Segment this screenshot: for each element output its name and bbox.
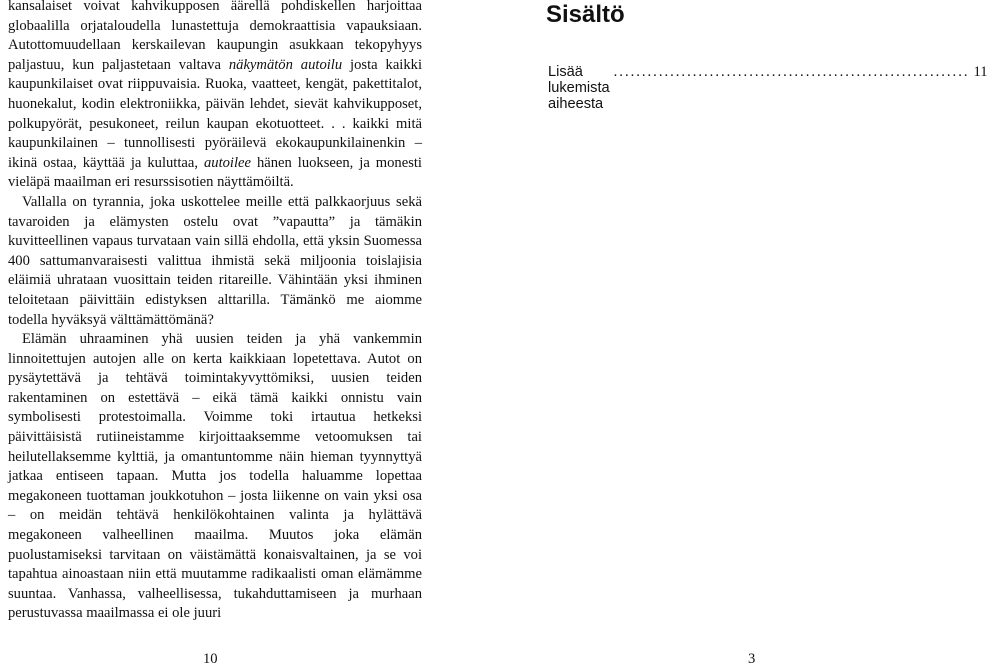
toc-title: Sisältö: [546, 1, 625, 28]
paragraph-3: [8, 330, 422, 624]
text-segment: Elämän uhraaminen yhä uusien teiden ja yhä vankemmin linnoitettujen autojen alle on kerta kaikkiaan lopetettava. Autot on pysäytettävä ja tehtävä toimintakyvyttömiksi, uusien teiden rakentaminen on estettävä – eikä tämä kaikki onnistu vain symbolisesti protestoimalla. Voimme toki irtautua hetkeksi päivittäisistä rutiineistamme kirjoittaaksemme vetoomuksen tai heilutellaksemme kylttiä, ja omantuntomme näin hieman tyynnyttyä jatkaa entiseen tapaan. Mutta jos todella haluamme lopettaa megakoneen tuottaman joukkotuhon – josta liikenne on vain yksi osa – on meidän tehtävä henkilökohtainen valinta ja hylättävä megakoneen valheellinen maailma. Muutos joka elämän puolustamiseksi tarvitaan on väistämättä konaisvaltainen, ja se voi tapahtua ainoastaan niin että muutamme radikaalisti oman elämämme suuntaa. Vanhassa, valheellisessa, tukahduttamiseen ja murhaan perustuvassa maailmassa ei ole juuri: [8, 331, 422, 622]
left-page-number: 10: [203, 651, 218, 667]
text-segment: Vallalla on tyrannia, joka uskottelee meille että palkkaorjuus sekä tavaroiden ja elämysten ostelu ovat ”vapautta” ja tämäkin kuvitteellinen vapaus turvataan vain sillä ehdolla, että yksin Suomessa 400 sattumanvaraisesti valittua ihmistä sekä miljoonia toislajisia eläimiä uhrataan vuosittain teiden ritareille. Vähintään yksi ihminen teloitetaan päivittäin edistyksen alttarilla. Tämänkö me aiomme todella hyväksyä välttämättömänä?: [8, 193, 422, 328]
paragraph-2: [8, 193, 422, 330]
text-segment-italic: näkymätön autoilu: [228, 56, 343, 73]
paragraph-1: [8, 0, 422, 193]
toc-entry-page: 11: [973, 64, 988, 80]
text-segment-italic: autoilee: [203, 154, 251, 171]
toc-entry[interactable]: [548, 64, 988, 112]
text-segment: kansalaiset voivat kahvikupposen äärellä pohdiskellen harjoittaa globaalilla orjataloudella lunastettuja demokraattisia vapauksiaan. Autottomuudellaan kerskailevan kaupungin asukkaan tekopyhyys paljastuu, kun paljastetaan valtava: [8, 0, 422, 73]
toc-leader-dots: ...............................................................: [613, 64, 970, 80]
right-page: [546, 0, 988, 112]
text-segment: hänen luokseen, ja monesti vieläpä maailman eri resurssisotien näyttämöiltä.: [8, 154, 422, 191]
toc-entry-label[interactable]: Lisää lukemista aiheesta: [548, 64, 610, 112]
left-page-body: [8, 0, 422, 624]
text-segment: josta kaikki kaupunkilaiset ovat riippuvaisia. Ruoka, vaatteet, kengät, pakettitalot, huonekalut, kodin elektroniikka, päivän lehdet, sievät kahvikupposet, polkupyörät, pesukoneet, reilun kaupan ekotuotteet. . . kaikki mitä kaupunkilainen – tunnollisesti pyöräilevä ekokaupunkilainenkin – ikinä ostaa, käyttää ja kuluttaa,: [8, 56, 422, 171]
right-page-number: 3: [748, 651, 756, 667]
